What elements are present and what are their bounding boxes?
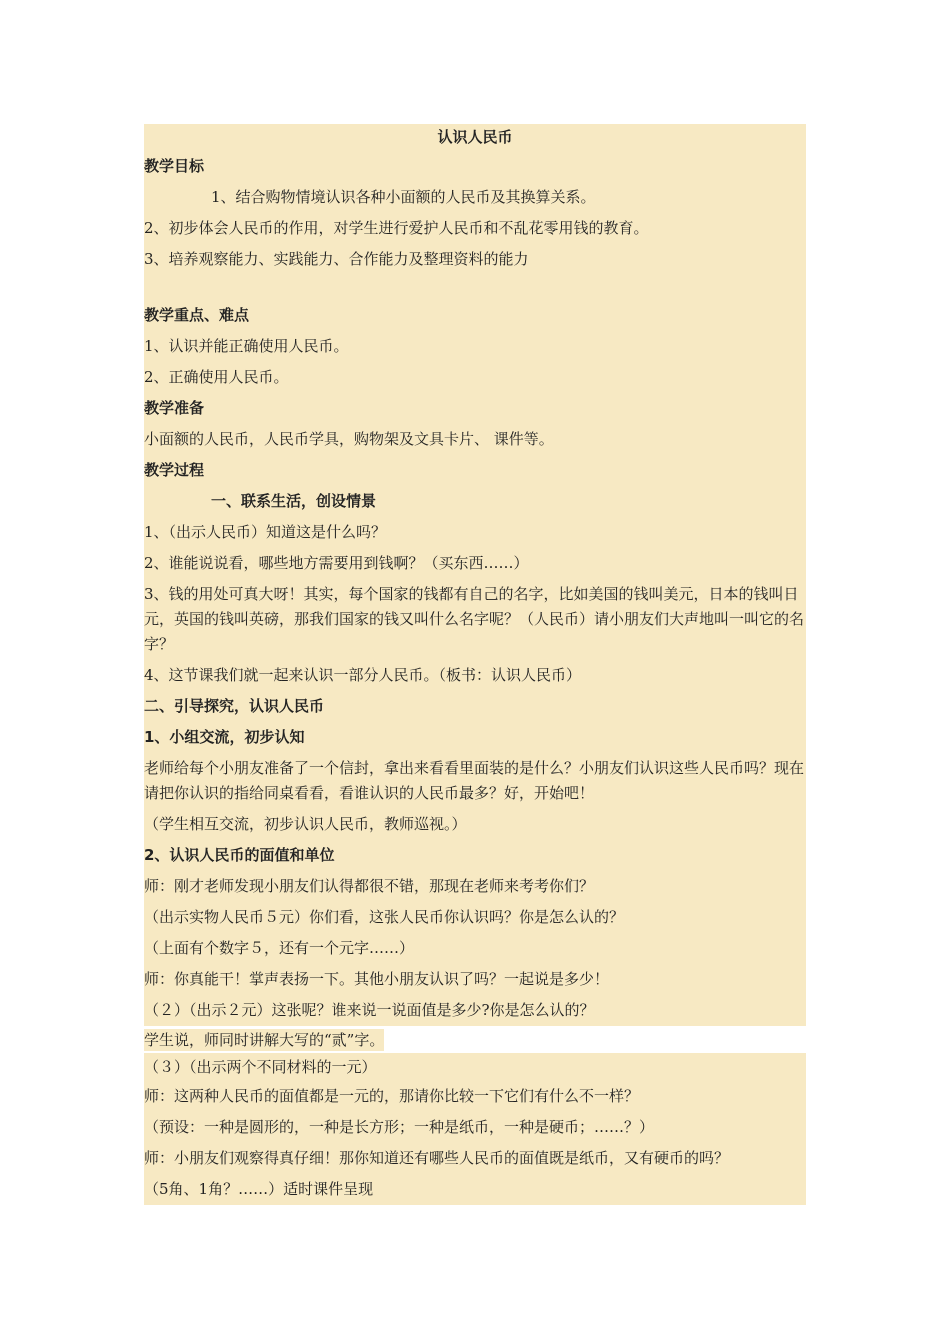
document-body (144, 124, 806, 1205)
key-point-1: 1、认识并能正确使用人民币。 (144, 331, 806, 362)
part2-paragraph-2: （学生相互交流，初步认识人民币，教师巡视。） (144, 809, 806, 840)
part2-paragraph-10: 师：这两种人民币的面值都是一元的，那请你比较一下它们有什么不一样？ (144, 1081, 806, 1112)
preparation-text: 小面额的人民币，人民币学具，购物架及文具卡片、 课件等。 (144, 424, 806, 455)
part2-paragraph-8: 学生说，师同时讲解大写的“贰”字。 (144, 1031, 385, 1049)
part1-item-1: 1、（出示人民币）知道这是什么吗？ (144, 517, 806, 548)
part1-heading: 一、联系生活，创设情景 (144, 486, 806, 517)
document-title: 认识人民币 (144, 124, 806, 151)
goal-item-1: 1、结合购物情境认识各种小面额的人民币及其换算关系。 (144, 182, 806, 213)
part1-item-2: 2、谁能说说看，哪些地方需要用到钱啊？（买东西……） (144, 548, 806, 579)
part2-paragraph-4: （出示实物人民币５元）你们看，这张人民币你认识吗？你是怎么认的？ (144, 902, 806, 933)
part1-item-4: 4、这节课我们就一起来认识一部分人民币。（板书：认识人民币） (144, 660, 806, 691)
part1-item-3: 3、钱的用处可真大呀！其实，每个国家的钱都有自己的名字，比如美国的钱叫美元，日本的钱叫日元，英国的钱叫英磅，那我们国家的钱又叫什么名字呢？（人民币）请小朋友们大声地叫一叫它的名字？ (144, 579, 806, 660)
part2-paragraph-1: 老师给每个小朋友准备了一个信封，拿出来看看里面装的是什么？小朋友们认识这些人民币吗？现在请把你认识的指给同桌看看，看谁认识的人民币最多？好，开始吧！ (144, 753, 806, 809)
part2-paragraph-7: （２）（出示２元）这张呢？谁来说一说面值是多少?你是怎么认的？ (144, 995, 806, 1026)
part2-paragraph-8-row (144, 1026, 806, 1053)
part2-paragraph-13: （5角、1角？……）适时课件呈现 (144, 1174, 806, 1205)
key-points-heading: 教学重点、难点 (144, 300, 806, 331)
part2-paragraph-11: （预设：一种是圆形的，一种是长方形；一种是纸币，一种是硬币；……？） (144, 1112, 806, 1143)
process-heading: 教学过程 (144, 455, 806, 486)
part2-heading: 二、引导探究，认识人民币 (144, 691, 806, 722)
part2-paragraph-9: （３）（出示两个不同材料的一元） (144, 1053, 806, 1081)
preparation-heading: 教学准备 (144, 393, 806, 424)
goal-item-2: 2、初步体会人民币的作用，对学生进行爱护人民币和不乱花零用钱的教育。 (144, 213, 806, 244)
goals-heading: 教学目标 (144, 151, 806, 182)
part2-subheading-2: 2、认识人民币的面值和单位 (144, 840, 806, 871)
key-point-2: 2、正确使用人民币。 (144, 362, 806, 393)
part2-subheading-1: 1、小组交流，初步认知 (144, 722, 806, 753)
goal-item-3: 3、培养观察能力、实践能力、合作能力及整理资料的能力 (144, 244, 806, 275)
part2-paragraph-3: 师：刚才老师发现小朋友们认得都很不错，那现在老师来考考你们？ (144, 871, 806, 902)
part2-paragraph-12: 师：小朋友们观察得真仔细！那你知道还有哪些人民币的面值既是纸币，又有硬币的吗？ (144, 1143, 806, 1174)
blank-line (144, 275, 806, 300)
part2-paragraph-6: 师：你真能干！掌声表扬一下。其他小朋友认识了吗？一起说是多少！ (144, 964, 806, 995)
part2-paragraph-5: （上面有个数字５，还有一个元字……） (144, 933, 806, 964)
